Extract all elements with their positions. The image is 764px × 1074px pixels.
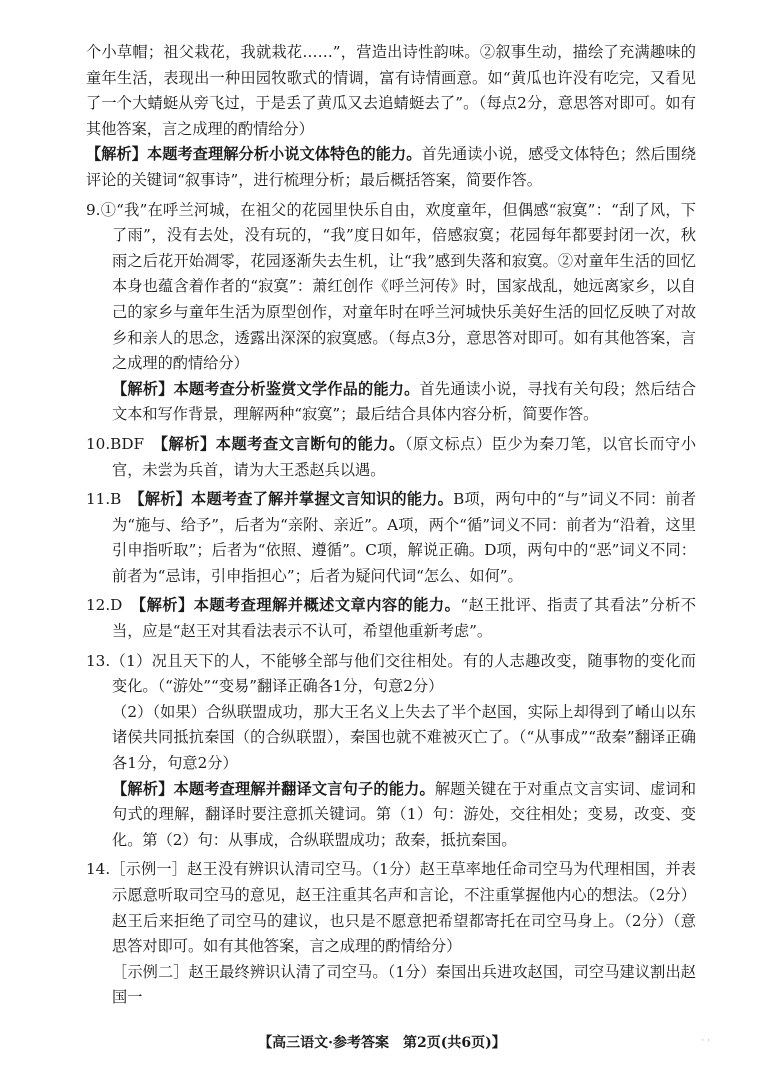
analysis-bold: 本题考查理解分析小说文体特色的能力。 <box>147 145 422 164</box>
question-number: 14. <box>86 860 111 879</box>
q13-analysis <box>86 777 696 854</box>
q9-answer-text: ①“我”在呼兰河城，在祖父的花园里快乐自由，欢度童年，但偶感“寂寞”：“刮了风，下了雨”，没有去处，没有玩的，“我”度日如年，倍感寂寞；花园每年都要封闭一次，秋雨之后花开始凋零，花园逐渐失去生机，让“我”感到失落和寂寞。②对童年生活的回忆本身也蕴含着作者的“寂寞”：萧红创作《呼兰河传》时，国家战乱，她远离家乡，以自己的家乡与童年生活为原型创作，对童年时在呼兰河城快乐美好生活的回忆反映了对故乡和亲人的思念，透露出深深的寂寞感。（每点3分，意思答对即可。如有其他答案，言之成理的酌情给分） <box>100 200 696 373</box>
q11-choice: B <box>110 490 122 509</box>
analysis-tag: 【解析】 <box>160 434 216 453</box>
analysis-bold: 本题考查文言断句的能力。 <box>215 434 405 453</box>
analysis-tag: 【解析】 <box>86 145 148 164</box>
analysis-tag: 【解析】 <box>112 379 174 398</box>
q10-answer <box>86 432 696 483</box>
question-number: 11. <box>86 490 111 509</box>
q13-part1 <box>86 649 696 700</box>
analysis-text: “赵王批评、指责了其看法”分析不当，应是“赵王对其看法表示不认可，希望他重新考虑”。 <box>112 596 697 641</box>
analysis-tag: 【解析】 <box>112 779 174 798</box>
analysis-text: B项，两句中的“与”词义不同：前者为“施与、给予”，后者为“亲附、亲近”。A项，两个“循”词义不同：前者为“沿着，这里引申指听取”；后者为“依照、遵循”。C项，解说正确。D项，两句中的“恶”词义不同：前者为“忌讳，引申指担心”；后者为疑问代词“怎么、如何”。 <box>112 490 696 585</box>
analysis-text: 首先通读小说，寻找有关句段；然后结合文本和写作背景，理解两种“寂寞”；最后结合具体内容分析，简要作答。 <box>112 379 697 424</box>
q14-example2-text: ［示例二］赵王最终辨识认清了司空马。（1分）秦国出兵进攻赵国，司空马建议割出赵国一 <box>112 962 696 1007</box>
analysis-text: （原文标点）臣少为秦刀笔，以官长而守小官，未尝为兵首，请为大王悉赵兵以遇。 <box>112 434 697 479</box>
q14-example1-text: ［示例一］赵王没有辨识认清司空马。（1分）赵王草率地任命司空马为代理相国，并表示愿意听取司空马的意见，赵王注重其名声和言论，不注重掌握他内心的想法。（2分）赵王后来拒绝了司空马的建议，也只是不愿意把希望都寄托在司空马身上。（2分）（意思答对即可。如有其他答案，言之成理的酌情给分） <box>110 860 696 956</box>
analysis-text: 首先通读小说，感受文体特色；然后围绕评论的关键词“叙事诗”，进行梳理分析；最后概括答案，简要作答。 <box>86 145 697 189</box>
q12-answer <box>86 593 696 644</box>
page-footer: 【高三语文·参考答案 第2页(共6页)】 <box>258 1035 506 1051</box>
q14-example1 <box>86 857 696 959</box>
question-number: 13. <box>86 651 111 670</box>
q12-choice: D <box>110 596 123 615</box>
q9-answer <box>86 198 696 377</box>
q11-answer <box>86 487 696 589</box>
q8-analysis <box>86 142 696 193</box>
q13-part2 <box>86 700 696 777</box>
q13-part1-text: （1）况且天下的人，不能够全部与他们交往相处。有的人志趣改变，随事物的变化而变化。（“游处”“变易”翻译正确各1分，句意2分） <box>110 651 696 696</box>
answer-content <box>86 40 696 1011</box>
question-number: 10. <box>86 434 111 453</box>
corner-mark: · · <box>701 1036 710 1046</box>
q13-part2-text: （2）（如果）合纵联盟成功，那大王名义上失去了半个赵国，实际上却得到了崤山以东诸侯共同抵抗秦国（的合纵联盟），秦国也就不难被灭亡了。（“从事成”“敌秦”翻译正确各1分，句意2分） <box>112 702 696 773</box>
analysis-bold: 本题考查了解并掌握文言知识的能力。 <box>191 490 454 509</box>
analysis-tag: 【解析】 <box>136 490 192 509</box>
question-number: 9. <box>86 200 101 219</box>
q14-example2 <box>86 960 696 1011</box>
question-number: 12. <box>86 596 111 615</box>
analysis-tag: 【解析】 <box>138 596 194 615</box>
q10-choice: BDF <box>110 434 145 453</box>
q8-answer-text: 个小草帽；祖父栽花，我就栽花……”，营造出诗性韵味。②叙事生动，描绘了充满趣味的童年生活，表现出一种田园牧歌式的情调，富有诗情画意。如“黄瓜也许没有吃完，又看见了一个大蜻蜓从旁飞过，于是丢了黄瓜又去追蜻蜓去了”。（每点2分，意思答对即可。如有其他答案，言之成理的酌情给分） <box>86 43 696 138</box>
analysis-text: 解题关键在于对重点文言实词、虚词和句式的理解，翻译时要注意抓关键词。第（1）句：游处，交往相处；变易，改变、变化。第（2）句：从事成，合纵联盟成功；敌秦，抵抗秦国。 <box>112 779 697 849</box>
analysis-bold: 本题考查理解并概述文章内容的能力。 <box>193 596 461 615</box>
q9-analysis <box>86 377 696 428</box>
analysis-bold: 本题考查分析鉴赏文学作品的能力。 <box>173 379 420 398</box>
analysis-bold: 本题考查理解并翻译文言句子的能力。 <box>173 779 435 798</box>
q8-continuation <box>86 40 696 142</box>
